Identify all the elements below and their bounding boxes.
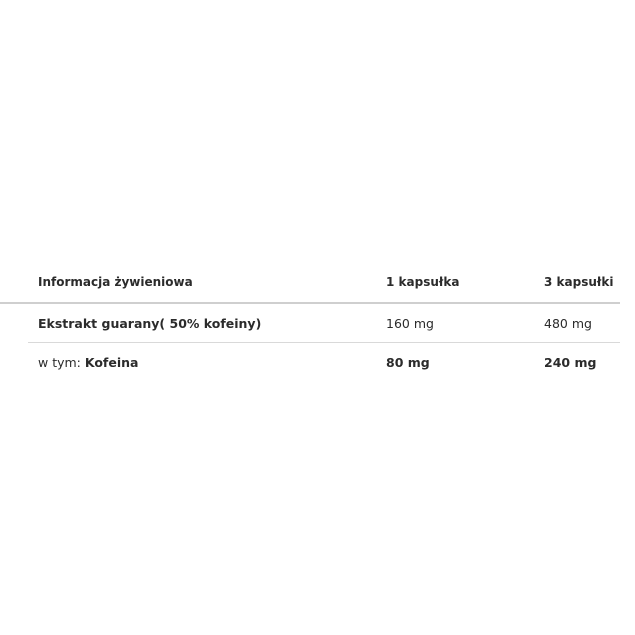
table-header-row (0, 262, 620, 302)
row-label-caffeine (0, 355, 386, 370)
row-value-one-capsule: 160 mg (386, 315, 434, 331)
table-row (0, 304, 620, 342)
header-one-capsule: 1 kapsułka (386, 275, 460, 289)
row-label-prefix: w tym: (38, 354, 85, 370)
header-three-capsules: 3 kapsułki (544, 275, 614, 289)
row-label-caffeine-name: Kofeina (84, 354, 139, 370)
nutrition-table (0, 262, 620, 381)
header-nutrition-info: Informacja żywieniowa (38, 275, 193, 289)
table-row (0, 343, 620, 381)
row-label-guarana-extract: Ekstrakt guarany( 50% kofeiny) (38, 315, 262, 331)
row-value-one-capsule: 80 mg (386, 354, 430, 370)
row-value-three-capsules: 240 mg (544, 354, 597, 370)
row-value-three-capsules: 480 mg (544, 315, 592, 331)
